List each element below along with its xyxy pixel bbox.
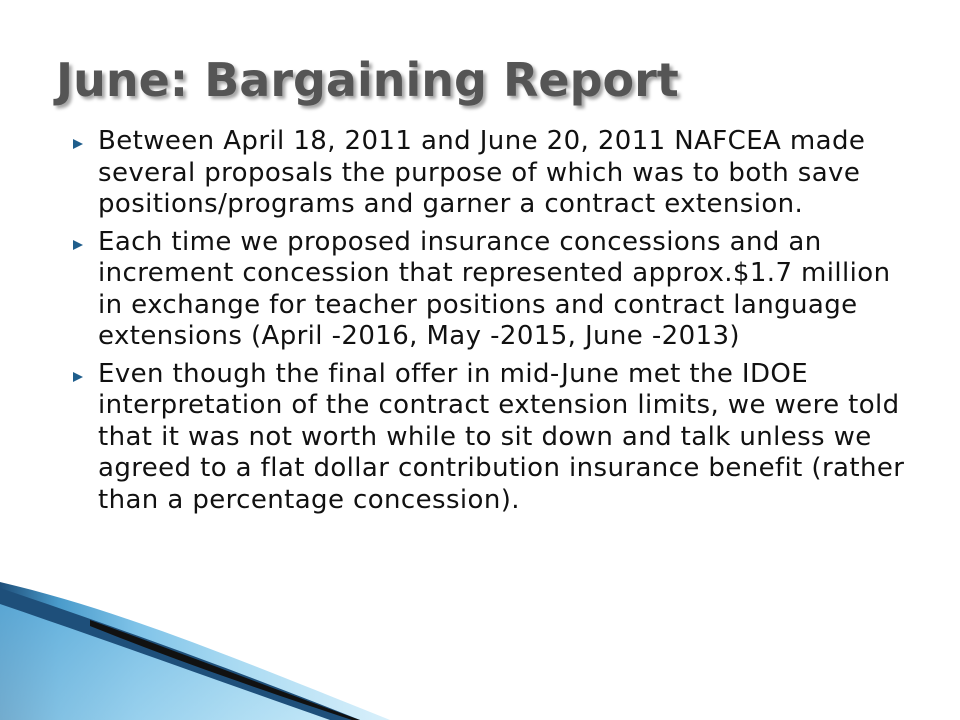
bullet-item: [72, 359, 912, 517]
bullet-item: [72, 227, 912, 353]
decorative-wave: [0, 580, 960, 720]
triangle-bullet-icon: [72, 239, 84, 251]
bullet-text: Even though the final offer in mid-June met the IDOE interpretation of the contract extension limits, we were told that it was not worth while to sit down and talk unless we agreed to a flat dollar contribution insurance benefit (rather than a percentage concession).: [98, 358, 905, 515]
slide-title: June: Bargaining Report: [56, 53, 679, 107]
bullet-text: Between April 18, 2011 and June 20, 2011 NAFCEA made several proposals the purpose of which was to both save positions/programs and garner a contract extension.: [98, 126, 866, 219]
bullet-text: Each time we proposed insurance concessions and an increment concession that represented approx.$1.7 million in exchange for teacher positions and contract language extensions (April -2016, May -2015, June -2013): [98, 226, 891, 351]
bullet-item: [72, 126, 912, 221]
triangle-bullet-icon: [72, 371, 84, 383]
bullet-list: [72, 126, 912, 522]
triangle-bullet-icon: [72, 138, 84, 150]
